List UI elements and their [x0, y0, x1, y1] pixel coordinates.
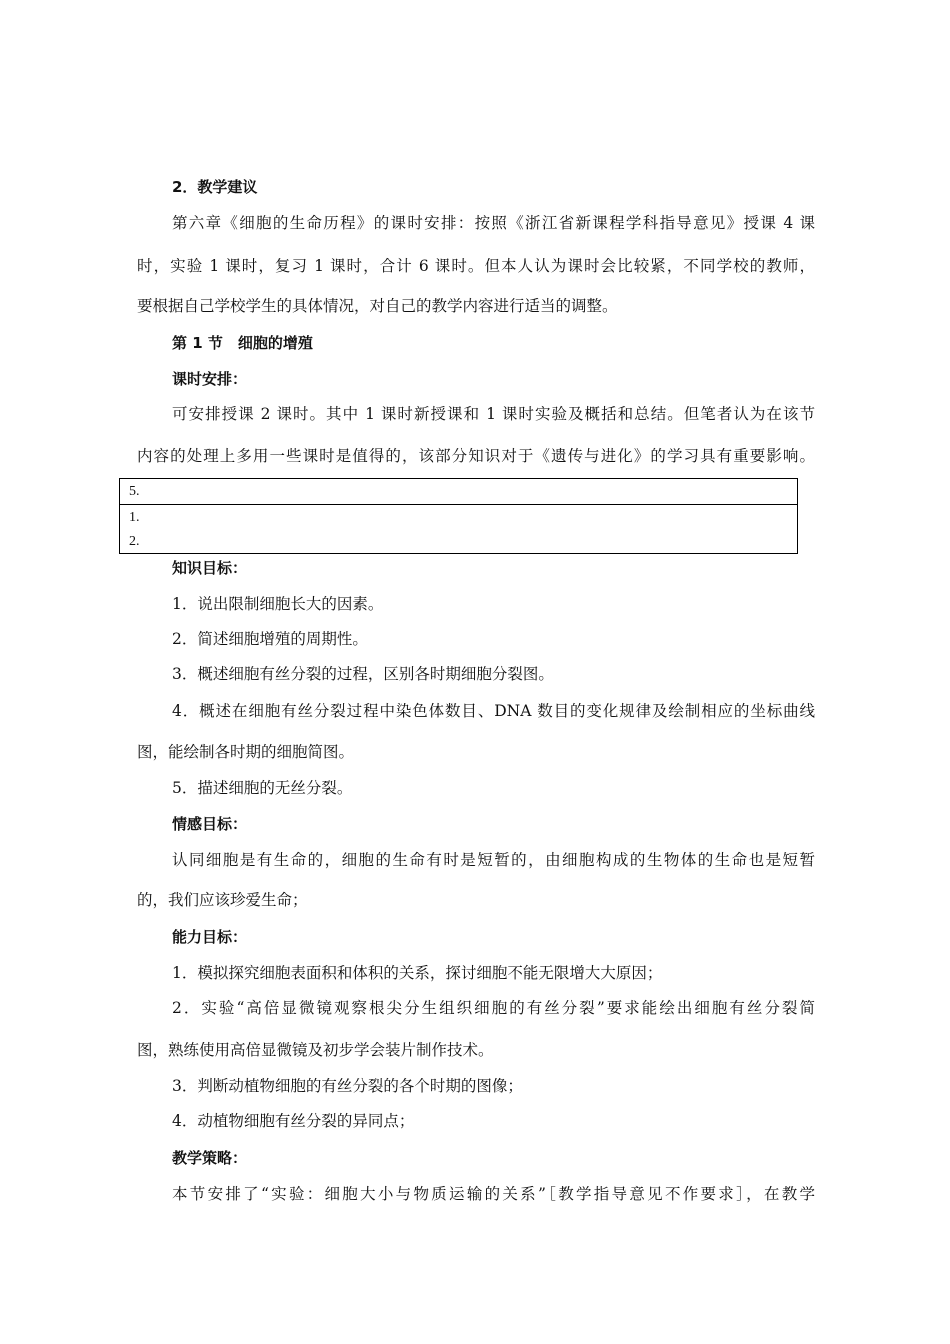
- list-item-continuation: 图，能绘制各时期的细胞简图。: [137, 743, 355, 761]
- ability-goals-label: 能力目标：: [172, 928, 248, 946]
- paragraph-line: 第六章《细胞的生命历程》的课时安排：按照《浙江省新课程学科指导意见》授课 4 课: [172, 214, 815, 232]
- list-item: 1．说出限制细胞长大的因素。: [172, 595, 384, 613]
- table-divider: [120, 504, 797, 505]
- list-item: 3．判断动植物细胞的有丝分裂的各个时期的图像；: [172, 1077, 523, 1095]
- knowledge-goals-label: 知识目标：: [172, 559, 248, 577]
- outline-table: [119, 478, 798, 554]
- schedule-label: 课时安排：: [172, 370, 248, 388]
- emotion-text-line: 的，我们应该珍爱生命；: [137, 891, 308, 909]
- list-item: 3．概述细胞有丝分裂的过程，区别各时期细胞分裂图。: [172, 665, 554, 683]
- table-row: 1.: [129, 510, 140, 525]
- schedule-text-line: 可安排授课 2 课时。其中 1 课时新授课和 1 课时实验及概括和总结。但笔者认为在该节: [172, 405, 815, 423]
- list-item: 2．实验“高倍显微镜观察根尖分生组织细胞的有丝分裂”要求能绘出细胞有丝分裂简: [172, 999, 815, 1017]
- emotion-text-line: 认同细胞是有生命的，细胞的生命有时是短暂的，由细胞构成的生物体的生命也是短暂: [172, 851, 815, 869]
- list-item: 5．描述细胞的无丝分裂。: [172, 779, 353, 797]
- strategy-text-line: 本节安排了“实验：细胞大小与物质运输的关系”［教学指导意见不作要求］，在教学: [172, 1185, 815, 1203]
- lesson-heading: 第 1 节 细胞的增殖: [172, 334, 313, 352]
- table-row: 5.: [129, 484, 140, 499]
- list-item: 2．简述细胞增殖的周期性。: [172, 630, 368, 648]
- section-heading-teaching-suggestions: 2．教学建议: [172, 178, 258, 196]
- paragraph-line: 时，实验 1 课时，复习 1 课时，合计 6 课时。但本人认为课时会比较紧，不同学校的教师，: [137, 257, 815, 275]
- strategy-label: 教学策略：: [172, 1149, 248, 1167]
- paragraph-line: 要根据自己学校学生的具体情况，对自己的教学内容进行适当的调整。: [137, 297, 618, 315]
- table-row: 2.: [129, 534, 140, 549]
- list-item: 4．概述在细胞有丝分裂过程中染色体数目、DNA 数目的变化规律及绘制相应的坐标曲线: [172, 702, 815, 720]
- schedule-text-line: 内容的处理上多用一些课时是值得的，该部分知识对于《遗传与进化》的学习具有重要影响。: [137, 447, 815, 465]
- list-item-continuation: 图，熟练使用高倍显微镜及初步学会装片制作技术。: [137, 1041, 494, 1059]
- list-item: 1．模拟探究细胞表面积和体积的关系，探讨细胞不能无限增大大原因；: [172, 964, 663, 982]
- list-item: 4．动植物细胞有丝分裂的异同点；: [172, 1112, 415, 1130]
- emotion-goals-label: 情感目标：: [172, 815, 248, 833]
